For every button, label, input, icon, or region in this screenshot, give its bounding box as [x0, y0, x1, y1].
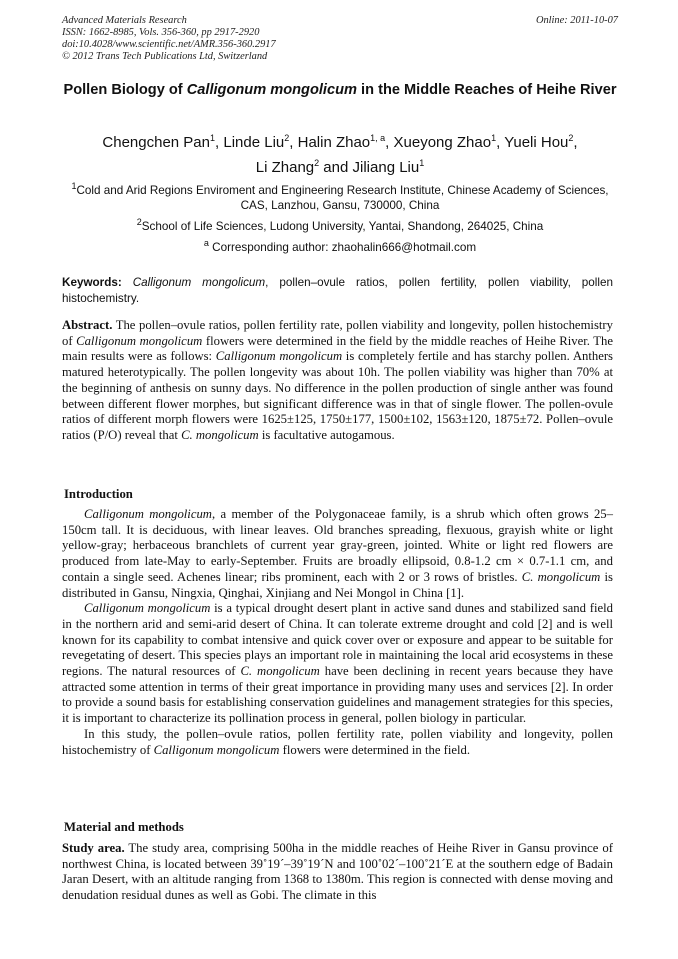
affiliation-2: $^2$School of Life Sciences, Ludong University, Yantai, Shandong, 264025, China [136, 217, 544, 233]
journal-header [62, 15, 618, 63]
introduction-body [62, 507, 613, 758]
author-list: Chengchen Pan$^1$, Linde Liu$^2$, Halin Zhao$^{1, a}$, Xueyong Zhao$^1$, Yueli Hou$^2$, Li Zhang$^2$ and Jiliang Liu$^1$ [102, 133, 578, 176]
methods-body [62, 841, 613, 904]
online-date: Online: 2011-10-07 [535, 15, 618, 26]
journal-name: Advanced Materials Research [62, 15, 187, 26]
abstract: Abstract. The pollen–ovule ratios, pollen fertility rate, pollen viability and longevity, pollen histochemistry of Calligonum mongolicum flowers were determined in the field by the middle reaches of Heihe River. The main results were as follows: Calligonum mongolicum is completely fertile and has starchy pollen. Anthers matured heterotypically. The pollen longevity was about 10h. The pollen viability was higher than 70% at the beginning of anthesis on sunny days. No difference in the pollen production of single anther was found between different flower morphes, but significant difference was in that of single flower. The pollen-ovule ratios of different morph flowers were 1625±125, 1750±177, 1500±102, 1563±120, 1875±72. Pollen–ovule ratios (P/O) reveal that C. mongolicum is facultative autogamous. [62, 318, 613, 442]
title-part1: Pollen Biology of [63, 82, 187, 98]
affiliation-1: $^1$Cold and Arid Regions Enviroment and Engineering Research Institute, Chinese Academy of Sciences, CAS, Lanzhou, Gansu, 730000, China [71, 181, 609, 212]
issn-line: ISSN: 1662-8985, Vols. 356-360, pp 2917-2920 [62, 27, 260, 38]
paper-title [62, 81, 618, 100]
keywords-label: Keywords: [62, 276, 122, 289]
author: Li Zhang$^2$ [255, 158, 320, 176]
doi-line: doi:10.4028/www.scientific.net/AMR.356-360.2917 [62, 39, 276, 50]
paragraph: Study area. The study area, comprising 500ha in the middle reaches of Heihe River in Gansu province of northwest China, is located between 39˚19´–39˚19´N and 100˚02´–100˚21´E at the southern edge of Badain Jaran Desert, with an altitude ranging from 1368 to 1380m. This region is connected with dense moving and denudation residual dunes as well as Gobi. The climate in this [62, 841, 613, 903]
author: Chengchen Pan$^1$ [102, 133, 216, 151]
author: Halin Zhao$^{1, a}$ [297, 133, 386, 151]
corresponding-author: $^a$ Corresponding author: zhaohalin666@hotmail.com [203, 238, 477, 254]
section-heading-introduction: Introduction [64, 487, 133, 501]
section-heading-methods: Material and methods [64, 820, 184, 834]
copyright-line: © 2012 Trans Tech Publications Ltd, Switzerland [62, 51, 268, 62]
author: Xueyong Zhao$^1$ [393, 133, 497, 151]
author: Yueli Hou$^2$ [504, 133, 574, 151]
author: Linde Liu$^2$ [223, 133, 290, 151]
title-species: Calligonum mongolicum [186, 82, 357, 98]
keywords: Keywords: Calligonum mongolicum, pollen–ovule ratios, pollen fertility, pollen viability, pollen histochemistry. [62, 276, 613, 305]
paragraph: Calligonum mongolicum is a typical drought desert plant in active sand dunes and stabilized sand field in the northern arid and semi-arid desert of China. It can tolerate extreme drought and cold [2] and is well known for its capability to combat intensive and quick cover over or exposure and appear to be suitable for revegetating of desert. This species plays an important role in maintaining the local arid ecosystems in these regions. The natural resources of C. mongolicum have been declining in recent years because they have attracted some attention in terms of their great importance in providing many uses and services [2]. In order to provide a sound basis for establishing conservation guidelines and management strategies for this species, it is important to characterize its pollination process in general, pollen biology in particular. [62, 601, 613, 726]
study-area-label: Study area. [62, 841, 125, 855]
paragraph: Calligonum mongolicum, a member of the Polygonaceae family, is a shrub which often grows 25–150cm tall. It is deciduous, with linear leaves. Old branches spreading, flexuous, grayish white or light yellow-gray; herbaceous branchlets of current year gray-green, jointed. White or light red flowers are produced from late-May to early-September. Fruits are broadly ellipsoid, 0.8-1.2 cm × 0.7-1.1 cm, and contain a single seed. Achenes linear; ribs prominent, each with 2 or 3 rows of bristles. C. mongolicum is distributed in Gansu, Ningxia, Qinghai, Xinjiang and Nei Mongol in China [1]. [62, 507, 613, 600]
title-part2: in the Middle Reaches of Heihe River [357, 82, 617, 98]
author: Jiliang Liu$^1$ [352, 158, 425, 176]
abstract-label: Abstract. [62, 318, 113, 332]
paragraph: In this study, the pollen–ovule ratios, pollen fertility rate, pollen viability and longevity, pollen histochemistry of Calligonum mongolicum flowers were determined in the field. [62, 726, 613, 757]
